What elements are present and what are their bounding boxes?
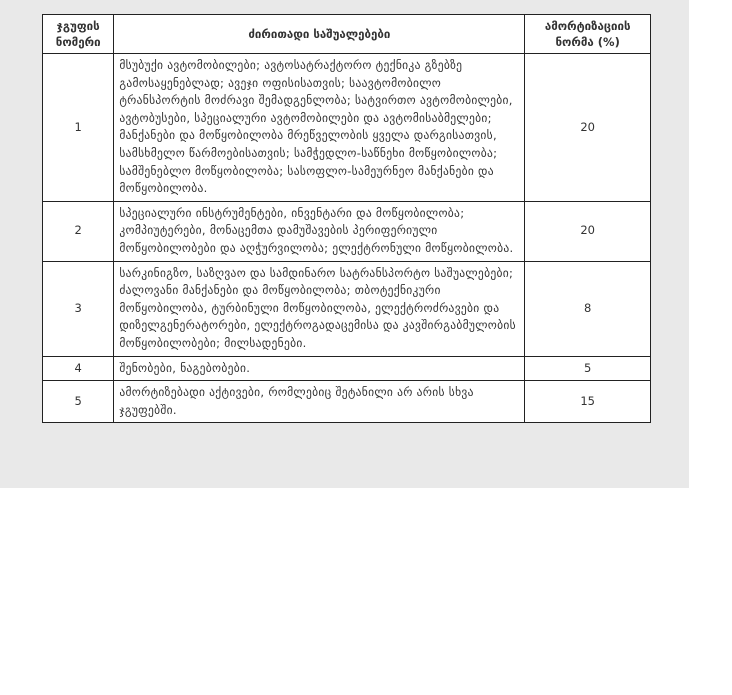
rate-cell: 15 — [525, 381, 651, 423]
group-number-cell: 2 — [43, 201, 114, 261]
assets-description-cell: სპეციალური ინსტრუმენტები, ინვენტარი და მოწყობილობა; კომპიუტერები, მონაცემთა დამუშავების პერიფერიული მოწყობილობები და აღჭურვილობა; ელექტრონული მოწყობილობა. — [114, 201, 525, 261]
header-depreciation-rate: ამორტიზაციის ნორმა (%) — [525, 15, 651, 54]
rate-cell: 8 — [525, 261, 651, 356]
group-number-cell: 3 — [43, 261, 114, 356]
table-row — [43, 54, 651, 202]
table-header-row — [43, 15, 651, 54]
group-number-cell: 5 — [43, 381, 114, 423]
assets-description-cell: მსუბუქი ავტომობილები; ავტოსატრაქტორო ტექნიკა გზებზე გამოსაყენებლად; ავეჯი ოფისისათვის; საავტომობილო ტრანსპორტის მოძრავი შემადგენლობა; სატვირთო ავტომობილები, ავტობუსები, სპეციალური ავტომობილები და ავტომისაბმელები; მანქანები და მოწყობილობა მრეწველობის ყველა დარგისათვის, სამსხმელო წარმოებისათვის; სამჭედლო-საწნეხი მოწყობილობა; სამშენებლო მოწყობილობა; სასოფლო-სამეურნეო მანქანები და მოწყობილობა. — [114, 54, 525, 202]
depreciation-table — [42, 14, 651, 423]
table-row — [43, 261, 651, 356]
rate-cell: 20 — [525, 54, 651, 202]
table-row — [43, 381, 651, 423]
table-row — [43, 201, 651, 261]
rate-cell: 20 — [525, 201, 651, 261]
header-fixed-assets: ძირითადი საშუალებები — [114, 15, 525, 54]
header-group-number: ჯგუფის ნომერი — [43, 15, 114, 54]
table-row — [43, 356, 651, 381]
rate-cell: 5 — [525, 356, 651, 381]
assets-description-cell: შენობები, ნაგებობები. — [114, 356, 525, 381]
group-number-cell: 4 — [43, 356, 114, 381]
assets-description-cell: სარკინიგზო, საზღვაო და სამდინარო სატრანსპორტო საშუალებები; ძალოვანი მანქანები და მოწყობილობა; თბოტექნიკური მოწყობილობა, ტურბინული მოწყობილობა, ელექტროძრავები და დიზელგენერატორები, ელექტროგადაცემისა და კავშირგაბმულობის მოწყობილობები; მილსადენები. — [114, 261, 525, 356]
assets-description-cell: ამორტიზებადი აქტივები, რომლებიც შეტანილი არ არის სხვა ჯგუფებში. — [114, 381, 525, 423]
group-number-cell: 1 — [43, 54, 114, 202]
